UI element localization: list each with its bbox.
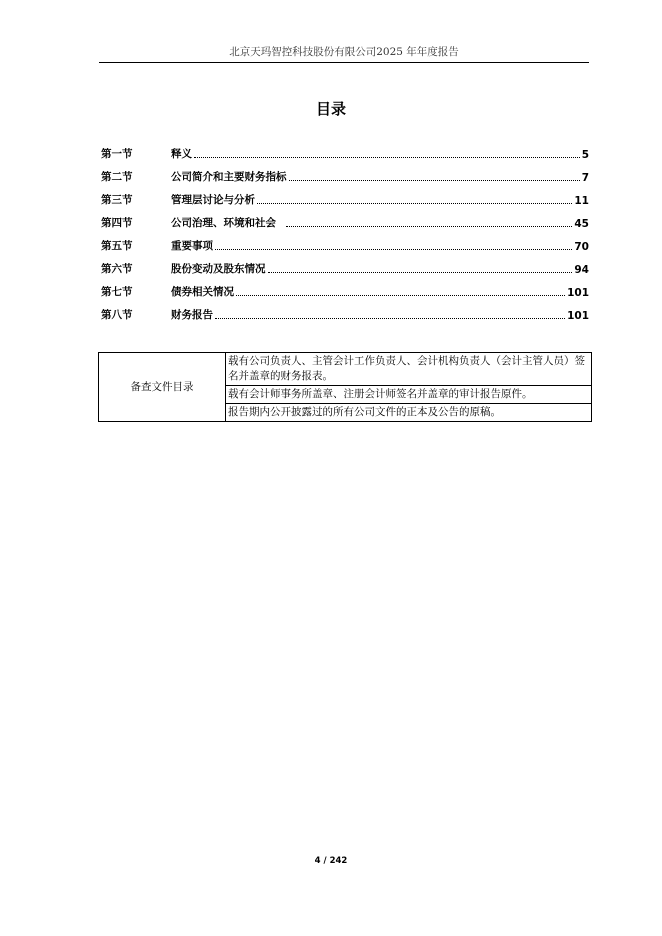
toc-section-number: 第五节 — [101, 240, 133, 252]
toc-item[interactable] — [101, 276, 589, 299]
toc-section-number: 第二节 — [101, 171, 133, 183]
reference-documents-table — [98, 352, 592, 422]
toc-section-number: 第一节 — [101, 148, 133, 160]
reference-document-entry: 报告期内公开披露过的所有公司文件的正本及公告的原稿。 — [226, 404, 592, 422]
table-of-contents — [101, 138, 589, 322]
toc-item[interactable] — [101, 299, 589, 322]
toc-title: 目录 — [315, 100, 346, 118]
toc-page-number: 11 — [574, 195, 589, 207]
toc-section-number: 第八节 — [101, 309, 133, 321]
toc-item[interactable] — [101, 230, 589, 253]
report-header: 北京天玛智控科技股份有限公司2025 年年度报告 — [229, 46, 459, 58]
toc-item-title: 公司治理、环境和社会 — [171, 217, 276, 229]
toc-page-number: 5 — [581, 149, 589, 161]
page-number: 4 / 242 — [314, 856, 348, 866]
toc-dot-leader — [215, 249, 572, 250]
reference-document-entry: 载有会计师事务所盖章、注册会计师签名并盖章的审计报告原件。 — [226, 386, 592, 404]
toc-dot-leader — [286, 226, 572, 227]
toc-page-number: 101 — [567, 310, 589, 322]
toc-section-number: 第七节 — [101, 286, 133, 298]
toc-item[interactable] — [101, 184, 589, 207]
toc-dot-leader — [194, 157, 580, 158]
toc-page-number: 101 — [567, 287, 589, 299]
toc-item[interactable] — [101, 161, 589, 184]
toc-item-title: 重要事项 — [171, 240, 213, 252]
toc-section-number: 第六节 — [101, 263, 133, 275]
toc-item[interactable] — [101, 253, 589, 276]
toc-dot-leader — [268, 272, 573, 273]
header-divider — [99, 62, 589, 63]
toc-item[interactable] — [101, 207, 589, 230]
toc-item-title: 财务报告 — [171, 309, 213, 321]
toc-dot-leader — [215, 318, 565, 319]
table-row — [99, 353, 592, 386]
toc-page-number: 7 — [581, 172, 589, 184]
toc-item-title: 公司简介和主要财务指标 — [171, 171, 287, 183]
toc-dot-leader — [289, 180, 580, 181]
toc-item-title: 股份变动及股东情况 — [171, 263, 266, 275]
toc-item-title: 管理层讨论与分析 — [171, 194, 255, 206]
reference-document-entry: 载有公司负责人、主管会计工作负责人、会计机构负责人（会计主管人员）签名并盖章的财务报表。 — [226, 353, 592, 386]
toc-dot-leader — [257, 203, 572, 204]
toc-section-number: 第三节 — [101, 194, 133, 206]
toc-page-number: 45 — [574, 218, 589, 230]
toc-page-number: 94 — [574, 264, 589, 276]
toc-section-number: 第四节 — [101, 217, 133, 229]
toc-dot-leader — [236, 295, 565, 296]
reference-documents-label: 备查文件目录 — [99, 353, 226, 422]
toc-item-title: 债券相关情况 — [171, 286, 234, 298]
toc-item[interactable] — [101, 138, 589, 161]
toc-page-number: 70 — [574, 241, 589, 253]
toc-item-title: 释义 — [171, 148, 192, 160]
